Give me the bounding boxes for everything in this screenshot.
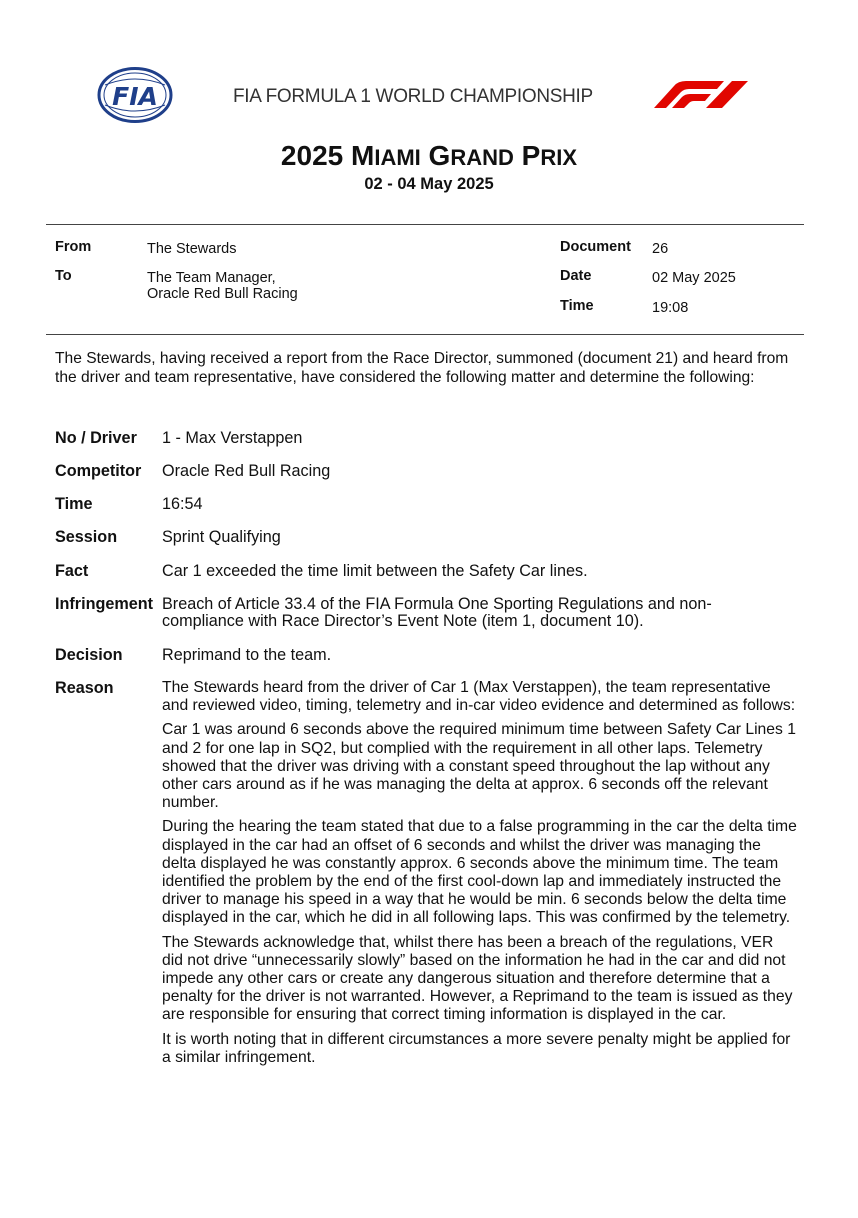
championship-title: FIA FORMULA 1 WORLD CHAMPIONSHIP [233,86,593,107]
fia-logo [97,67,173,123]
decision-value: Reprimand to the team. [162,646,332,664]
reason-paragraph: The Stewards acknowledge that, whilst there has been a breach of the regulations, VER did not drive “unnecessarily slowly” based on the information he had in the car and did not impede any other cars or create any dangerous situation and therefore determine that a penalty for the driver is not warranted. However, a Reprimand to the team is issued as they are responsible for ensuring that correct timing information is displayed in the car. [162,933,793,1024]
date-value: 02 May 2025 [652,270,736,286]
document-label: Document [560,239,631,255]
document-value: 26 [652,241,669,257]
to-value-line-1: The Team Manager, [147,270,276,286]
event-title: 2025 MIAMI GRAND PRIX [280,140,578,171]
time-label: Time [560,298,594,314]
fia-logo-text: FIA [112,82,158,111]
infringement-label: Infringement [55,595,154,613]
fact-label: Fact [55,562,89,580]
reason-paragraph: The Stewards heard from the driver of Car 1 (Max Verstappen), the team representative and reviewed video, timing, telemetry and in-car video evidence and determined as follows: [162,679,796,715]
reason-paragraph: Car 1 was around 6 seconds above the required minimum time between Safety Car Lines 1 and 2 for one lap in SQ2, but complied with the requirement in all other laps. Telemetry showed that the driver was driving with a constant speed throughout the lap without any other cars around as if he was managing the delta at approx. 6 seconds off the relevant number. [162,721,796,812]
event-dates: 02 - 04 May 2025 [364,175,494,193]
session-label: Session [55,528,118,546]
session-value: Sprint Qualifying [162,528,281,546]
f1-logo [644,80,750,108]
reason-label: Reason [55,679,114,697]
from-label: From [55,239,92,255]
decision-label: Decision [55,646,123,664]
time-field-value: 16:54 [162,495,203,513]
divider-bottom [46,334,804,335]
driver-value: 1 - Max Verstappen [162,429,303,447]
to-value-line-2: Oracle Red Bull Racing [147,286,298,302]
fact-value: Car 1 exceeded the time limit between the Safety Car lines. [162,562,588,580]
time-field-label: Time [55,495,93,513]
intro-paragraph: The Stewards, having received a report from the Race Director, summoned (document 21) and heard from the driver and team representative, have considered the following matter and determine the following: [55,350,789,386]
competitor-value: Oracle Red Bull Racing [162,462,331,480]
driver-label: No / Driver [55,429,137,447]
divider-top [46,224,804,225]
f1-logo-text: F1 [644,80,646,81]
to-label: To [55,268,72,284]
reason-paragraph: During the hearing the team stated that due to a false programming in the car the delta time displayed in the car had an offset of 6 seconds and whilst the driver was managing the delta displayed he was constantly approx. 6 seconds above the minimum time. The team identified the problem by the end of the first cool-down lap and immediately instructed the driver to manage his speed in a way that he would be min. 6 seconds below the delta time displayed in the car, which he did in all following laps. This was confirmed by the telemetry. [162,818,797,927]
date-label: Date [560,268,592,284]
time-value: 19:08 [652,300,689,316]
reason-paragraph: It is worth noting that in different circumstances a more severe penalty might be applied for a similar infringement. [162,1030,791,1066]
from-value: The Stewards [147,241,237,257]
infringement-value: Breach of Article 33.4 of the FIA Formula One Sporting Regulations and non-compliance with Race Director’s Event Note (item 1, document 10). [162,595,712,630]
competitor-label: Competitor [55,462,142,480]
reason-text [162,679,798,1073]
